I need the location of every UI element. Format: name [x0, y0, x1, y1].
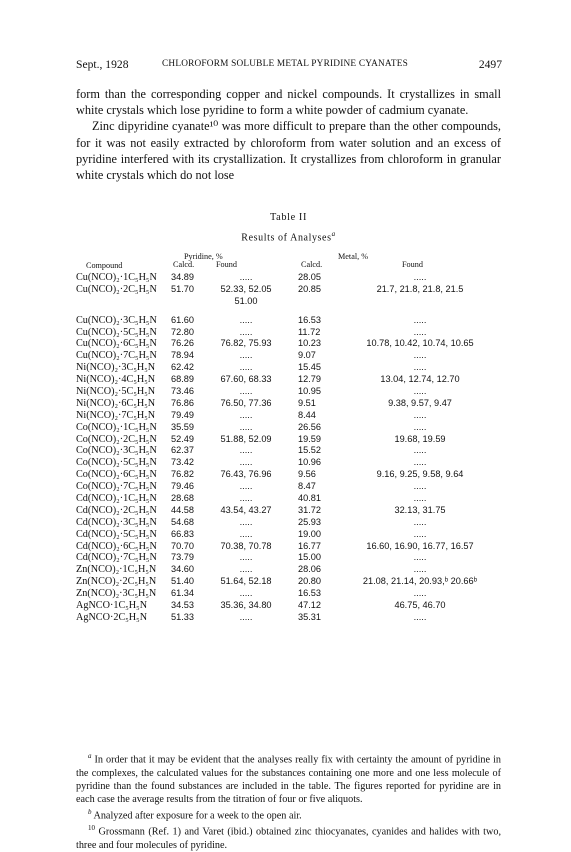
- paragraph-1: form than the corresponding copper and nickel compounds. It crystallizes in small white crystals which lose pyridine to form a white powder of cadmium cyanate.: [76, 87, 501, 118]
- cell-compound: Ni(NCO)₂·5C₅H₅N: [76, 386, 156, 398]
- cell-metal-found: .....: [413, 272, 427, 282]
- table-row: [76, 588, 502, 600]
- cell-metal-calcd: 25.93: [298, 516, 321, 527]
- cell-metal-found: 32.13, 31.75: [394, 504, 446, 515]
- table-gap: [76, 308, 502, 315]
- cell-pyridine-calcd: 51.40: [171, 576, 194, 587]
- cell-compound: Cu(NCO)₂·6C₅H₅N: [76, 338, 157, 350]
- cell-pyridine-found: .....: [239, 457, 253, 468]
- table-row: [76, 434, 502, 446]
- cell-pyridine-calcd: 73.46: [171, 386, 194, 397]
- note-a-text: In order that it may be evident that the analyses really fix with certainty the amount of pyridine in the complexes, the calculated values for the substances containing one more and one less molecule of pyridine than the found substances are included in the table. The figures reported for pyridine are in each case the average results from the titration of four or five aliquots.: [76, 754, 501, 805]
- cell-metal-found: .....: [413, 493, 427, 504]
- cell-pyridine-calcd: 66.83: [171, 528, 194, 539]
- paragraph-2: Zinc dipyridine cyanate¹⁰ was more difficult to prepare than the other compounds, for it was not easily extracted by chloroform from water solution and an excess of pyridine interfered with its crystallization. It crystallizes from chloroform in granular white crystals which do not lose: [76, 119, 501, 183]
- table-title-text: Results of Analyses: [241, 232, 332, 244]
- table-row: [76, 296, 502, 308]
- cell-compound: Cd(NCO)₂·7C₅H₅N: [76, 552, 157, 564]
- header-title: CHLOROFORM SOLUBLE METAL PYRIDINE CYANATES: [162, 59, 408, 69]
- header-metal-found: Found: [402, 260, 423, 269]
- table-header: [76, 250, 502, 272]
- cell-compound: Cd(NCO)₂·2C₅H₅N: [76, 504, 157, 516]
- header-pyridine: Pyridine, %: [184, 252, 223, 261]
- cell-metal-calcd: 20.80: [298, 576, 321, 587]
- cell-pyridine-calcd: 73.79: [171, 552, 194, 563]
- cell-compound: Co(NCO)₂·1C₅H₅N: [76, 421, 157, 433]
- cell-metal-found: .....: [413, 314, 427, 325]
- cell-pyridine-calcd: 51.33: [171, 611, 194, 622]
- results-table: [76, 272, 502, 624]
- cell-metal-calcd: 35.31: [298, 611, 321, 622]
- cell-compound: Cu(NCO)₂·3C₅H₅N: [76, 314, 157, 326]
- note-b: [76, 806, 501, 823]
- cell-pyridine-calcd: 35.59: [171, 421, 194, 432]
- cell-pyridine-found: .....: [239, 314, 253, 325]
- cell-pyridine-found: .....: [239, 516, 253, 527]
- cell-compound: Cu(NCO)₂·5C₅H₅N: [76, 326, 157, 338]
- cell-compound: Ni(NCO)₂·3C₅H₅N: [76, 362, 156, 374]
- cell-pyridine-found: 51.88, 52.09: [220, 433, 272, 444]
- cell-pyridine-found: .....: [239, 386, 253, 397]
- cell-compound: Cu(NCO)₂·2C₅H₅N: [76, 283, 157, 295]
- table-row: [76, 272, 502, 284]
- cell-metal-found: .....: [413, 350, 427, 361]
- cell-metal-found: 9.38, 9.57, 9.47: [388, 397, 452, 408]
- cell-pyridine-calcd: 76.86: [171, 397, 194, 408]
- cell-metal-calcd: 47.12: [298, 600, 321, 611]
- table-title-footnote-mark: a: [331, 230, 336, 238]
- cell-pyridine-calcd: 34.53: [171, 600, 194, 611]
- cell-pyridine-calcd: 68.89: [171, 374, 194, 385]
- cell-metal-found: .....: [413, 552, 427, 563]
- cell-metal-found: 9.16, 9.25, 9.58, 9.64: [376, 469, 464, 480]
- cell-metal-found: .....: [413, 362, 427, 373]
- cell-pyridine-calcd: 51.70: [171, 283, 194, 294]
- cell-metal-found: .....: [413, 326, 427, 337]
- cell-pyridine-found: .....: [239, 493, 253, 504]
- cell-metal-calcd: 19.00: [298, 528, 321, 539]
- cell-compound: Cu(NCO)₂·7C₅H₅N: [76, 350, 157, 362]
- cell-compound: Zn(NCO)₂·1C₅H₅N: [76, 564, 157, 576]
- cell-metal-calcd: 40.81: [298, 493, 321, 504]
- cell-compound: Cd(NCO)₂·1C₅H₅N: [76, 493, 157, 505]
- cell-metal-calcd: 15.45: [298, 362, 321, 373]
- cell-metal-calcd: 20.85: [298, 283, 321, 294]
- cell-metal-found: .....: [413, 445, 427, 456]
- cell-pyridine-calcd: 28.68: [171, 493, 194, 504]
- cell-compound: Co(NCO)₂·6C₅H₅N: [76, 469, 157, 481]
- header-pyridine-found: Found: [216, 260, 237, 269]
- cell-metal-calcd: 15.00: [298, 552, 321, 563]
- table-row: [76, 374, 502, 386]
- table-row: [76, 327, 502, 339]
- table-row: [76, 469, 502, 481]
- cell-pyridine-calcd: 61.60: [171, 314, 194, 325]
- cell-metal-found: 46.75, 46.70: [394, 600, 446, 611]
- note-b-text: Analyzed after exposure for a week to the open air.: [93, 810, 302, 822]
- cell-metal-found: .....: [413, 564, 427, 575]
- cell-metal-found: 21.7, 21.8, 21.8, 21.5: [376, 283, 464, 294]
- cell-pyridine-found: .....: [239, 326, 253, 337]
- cell-metal-calcd: 9.07: [298, 350, 316, 361]
- cell-pyridine-calcd: 70.70: [171, 540, 194, 551]
- cell-metal-calcd: 28.06: [298, 564, 321, 575]
- cell-pyridine-found: .....: [239, 350, 253, 361]
- cell-pyridine-found: 76.50, 77.36: [220, 397, 272, 408]
- cell-metal-calcd: 12.79: [298, 374, 321, 385]
- cell-pyridine-found: .....: [239, 552, 253, 563]
- cell-compound: Cd(NCO)₂·5C₅H₅N: [76, 528, 157, 540]
- table-row: [76, 284, 502, 296]
- cell-pyridine-found: .....: [239, 528, 253, 539]
- cell-pyridine-calcd: 34.60: [171, 564, 194, 575]
- cell-compound: Cu(NCO)₂·1C₅H₅N: [76, 272, 157, 283]
- cell-pyridine-found: 51.00: [234, 295, 258, 306]
- table-row: [76, 481, 502, 493]
- cell-metal-calcd: 9.51: [298, 397, 316, 408]
- table-row: [76, 564, 502, 576]
- cell-pyridine-calcd: 44.58: [171, 504, 194, 515]
- table-row: [76, 315, 502, 327]
- cell-compound: AgNCO·2C₅H₅N: [76, 611, 148, 623]
- cell-pyridine-calcd: 76.82: [171, 469, 194, 480]
- cell-pyridine-found: .....: [239, 272, 253, 282]
- cell-metal-calcd: 28.05: [298, 272, 321, 282]
- table-row: [76, 350, 502, 362]
- header-date: Sept., 1928: [76, 58, 129, 71]
- cell-metal-calcd: 10.95: [298, 386, 321, 397]
- cell-compound: Co(NCO)₂·3C₅H₅N: [76, 445, 157, 457]
- table-row: [76, 612, 502, 624]
- cell-compound: Co(NCO)₂·7C₅H₅N: [76, 481, 157, 493]
- note-b-mark: b: [88, 808, 92, 817]
- cell-pyridine-calcd: 76.26: [171, 338, 194, 349]
- cell-pyridine-found: 76.82, 75.93: [220, 338, 272, 349]
- table-row: [76, 422, 502, 434]
- cell-metal-found: 21.08, 21.14, 20.93,ᵇ 20.66ᵇ: [362, 576, 478, 587]
- running-header: [76, 58, 502, 72]
- cell-pyridine-calcd: 52.49: [171, 433, 194, 444]
- cell-compound: Cd(NCO)₂·6C₅H₅N: [76, 540, 157, 552]
- table-row: [76, 386, 502, 398]
- footnote-10: [76, 822, 501, 852]
- cell-metal-calcd: 10.96: [298, 457, 321, 468]
- cell-compound: Ni(NCO)₂·7C₅H₅N: [76, 409, 156, 421]
- cell-metal-found: .....: [413, 588, 427, 599]
- table-row: [76, 338, 502, 350]
- cell-pyridine-found: 52.33, 52.05: [220, 283, 272, 294]
- cell-metal-calcd: 9.56: [298, 469, 316, 480]
- note-a-mark: a: [88, 752, 92, 760]
- cell-pyridine-found: .....: [239, 421, 253, 432]
- cell-pyridine-found: 76.43, 76.96: [220, 469, 272, 480]
- cell-compound: Co(NCO)₂·5C₅H₅N: [76, 457, 157, 469]
- cell-pyridine-calcd: 72.80: [171, 326, 194, 337]
- table-row: [76, 493, 502, 505]
- cell-metal-found: .....: [413, 516, 427, 527]
- cell-metal-found: .....: [413, 611, 427, 622]
- page-number: 2497: [478, 58, 502, 71]
- table-notes: [76, 750, 501, 823]
- cell-compound: Zn(NCO)₂·3C₅H₅N: [76, 588, 157, 600]
- cell-pyridine-found: 70.38, 70.78: [220, 540, 272, 551]
- table-row: [76, 410, 502, 422]
- table-title: [76, 230, 501, 243]
- cell-metal-found: .....: [413, 481, 427, 492]
- table-row: [76, 529, 502, 541]
- cell-pyridine-calcd: 79.49: [171, 409, 194, 420]
- cell-metal-found: .....: [413, 386, 427, 397]
- table-row: [76, 552, 502, 564]
- cell-metal-calcd: 10.23: [298, 338, 321, 349]
- cell-pyridine-found: .....: [239, 362, 253, 373]
- cell-pyridine-calcd: 78.94: [171, 350, 194, 361]
- cell-metal-calcd: 16.53: [298, 588, 321, 599]
- cell-metal-found: 13.04, 12.74, 12.70: [380, 374, 460, 385]
- cell-metal-calcd: 11.72: [298, 326, 321, 337]
- body-text: [76, 86, 501, 183]
- header-metal-calcd: Calcd.: [301, 260, 323, 269]
- cell-pyridine-found: 43.54, 43.27: [220, 504, 272, 515]
- cell-compound: Cd(NCO)₂·3C₅H₅N: [76, 516, 157, 528]
- cell-pyridine-calcd: 61.34: [171, 588, 194, 599]
- header-compound: Compound: [86, 261, 123, 270]
- cell-metal-calcd: 26.56: [298, 421, 321, 432]
- cell-pyridine-found: .....: [239, 564, 253, 575]
- table-row: [76, 576, 502, 588]
- cell-metal-calcd: 16.77: [298, 540, 321, 551]
- note-a: [76, 750, 501, 806]
- header-pyridine-calcd: Calcd.: [173, 260, 195, 269]
- cell-pyridine-found: 67.60, 68.33: [220, 374, 272, 385]
- cell-pyridine-calcd: 62.42: [171, 362, 194, 373]
- cell-pyridine-calcd: 54.68: [171, 516, 194, 527]
- cell-metal-calcd: 19.59: [298, 433, 321, 444]
- cell-pyridine-found: 51.64, 52.18: [220, 576, 272, 587]
- page-footnote: [76, 822, 501, 852]
- table-row: [76, 505, 502, 517]
- footnote-mark: 10: [88, 824, 95, 832]
- footnote-text: Grossmann (Ref. 1) and Varet (ibid.) obtained zinc thiocyanates, cyanides and halides with two, three and four molecules of pyridine.: [76, 826, 502, 851]
- table-row: [76, 541, 502, 553]
- cell-compound: Co(NCO)₂·2C₅H₅N: [76, 433, 157, 445]
- cell-pyridine-found: .....: [239, 409, 253, 420]
- cell-compound: Ni(NCO)₂·4C₅H₅N: [76, 374, 156, 386]
- cell-metal-found: 19.68, 19.59: [394, 433, 446, 444]
- table-row: [76, 517, 502, 529]
- cell-metal-calcd: 31.72: [298, 504, 321, 515]
- table-label: Table II: [270, 212, 307, 223]
- cell-compound: AgNCO·1C₅H₅N: [76, 600, 148, 612]
- cell-metal-calcd: 8.47: [298, 481, 316, 492]
- table-row: [76, 600, 502, 612]
- cell-pyridine-found: .....: [239, 481, 253, 492]
- table-row: [76, 362, 502, 374]
- cell-metal-found: .....: [413, 421, 427, 432]
- cell-pyridine-found: .....: [239, 611, 253, 622]
- cell-metal-found: .....: [413, 528, 427, 539]
- cell-compound: Ni(NCO)₂·6C₅H₅N: [76, 397, 156, 409]
- cell-pyridine-found: .....: [239, 588, 253, 599]
- cell-metal-calcd: 15.52: [298, 445, 321, 456]
- cell-pyridine-found: 35.36, 34.80: [220, 600, 272, 611]
- cell-metal-found: .....: [413, 457, 427, 468]
- cell-pyridine-found: .....: [239, 445, 253, 456]
- cell-pyridine-calcd: 79.46: [171, 481, 194, 492]
- cell-metal-found: 16.60, 16.90, 16.77, 16.57: [366, 540, 474, 551]
- table-row: [76, 445, 502, 457]
- cell-metal-found: .....: [413, 409, 427, 420]
- cell-pyridine-calcd: 62.37: [171, 445, 194, 456]
- cell-metal-calcd: 16.53: [298, 314, 321, 325]
- cell-pyridine-calcd: 73.42: [171, 457, 194, 468]
- header-metal: Metal, %: [338, 252, 369, 261]
- cell-metal-calcd: 8.44: [298, 409, 316, 420]
- table-row: [76, 457, 502, 469]
- cell-pyridine-calcd: 34.89: [171, 272, 194, 282]
- cell-compound: Zn(NCO)₂·2C₅H₅N: [76, 576, 157, 588]
- table-row: [76, 398, 502, 410]
- cell-metal-found: 10.78, 10.42, 10.74, 10.65: [366, 338, 474, 349]
